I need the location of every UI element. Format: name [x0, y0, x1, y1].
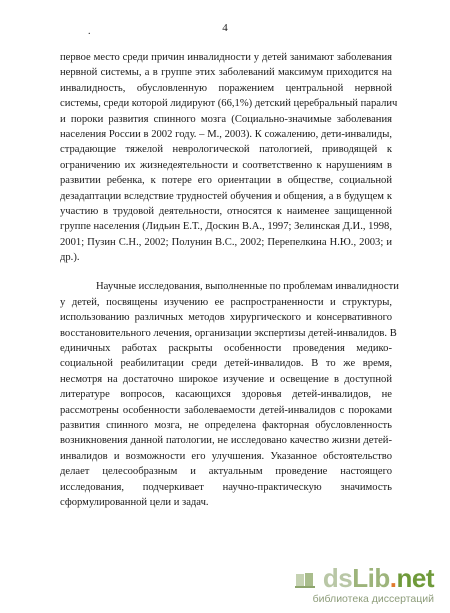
- text-line: др.).: [60, 252, 80, 264]
- text-line: системы, среди которой лидируют (66,1%) детский церебральный паралич: [60, 98, 398, 110]
- text-line: ограничению их жизнедеятельности и соответственно к нарушениям в: [60, 159, 392, 171]
- text-line: развития спинного мозга, не определена факторная обусловленность: [60, 419, 392, 431]
- watermark-tagline: библиотека диссертаций: [312, 593, 434, 605]
- text-line: группе населения (Лидьин Е.Т., Доскин В.А., 1997; Зелинская Д.И., 1998,: [60, 221, 392, 233]
- text-line: возникновения данной патологии, не исследовано качество жизни детей-: [60, 435, 392, 447]
- text-line: рассмотрены особенности заболеваемости детей-инвалидов с пороками: [60, 404, 392, 416]
- logo-net: net: [396, 563, 434, 593]
- dslib-logo: [323, 563, 434, 594]
- text-line: социальной реабилитации среди детей-инвалидов. В то же время,: [60, 358, 392, 370]
- text-line: делает целесообразным и актуальным проведение настоящего: [60, 466, 392, 478]
- book-stack-icon: [294, 571, 316, 589]
- text-line: участию в трудовой деятельности, относятся к наименее защищенной: [60, 205, 392, 217]
- logo-ds: ds: [322, 563, 353, 593]
- text-line: литературе вопросов, касающихся здоровья детей-инвалидов, не: [60, 389, 392, 401]
- text-line: инвалидов и возможности его улучшения. Указанное обстоятельство: [60, 450, 392, 462]
- header-dot: .: [88, 26, 91, 37]
- text-line: у детей, посвящены изучению ее распространенности и структуры,: [60, 296, 392, 308]
- logo-dot: .: [389, 563, 397, 593]
- text-line: несмотря на достаточно широкое изучение и освещение в доступной: [60, 373, 392, 385]
- body-text: [60, 50, 399, 510]
- logo-lib: Lib: [352, 563, 390, 593]
- text-line: нервной системы, а в группе этих заболеваний максимум приходится на: [60, 67, 392, 79]
- text-line: использованию различных методов хирургического и консервативного: [60, 312, 392, 324]
- text-line: страдающие тяжелой неврологической патологией, приводящей к: [60, 144, 392, 156]
- text-line: и пороки развития спинного мозга (Социально-значимые заболевания: [60, 113, 392, 125]
- text-line: первое место среди причин инвалидности у детей занимают заболевания: [60, 52, 392, 63]
- text-line: инвалидность, обусловленную поражением центральной нервной: [60, 82, 392, 94]
- page-number: 4: [222, 22, 228, 34]
- paragraph-gap: [60, 265, 392, 279]
- text-line: дезадаптации вследствие трудностей обучения и общения, а в будущем к: [60, 190, 392, 202]
- text-line: единичных работах раскрыты особенности проведения медико-: [60, 343, 392, 355]
- text-line: сформулированной цели и задач.: [60, 496, 209, 508]
- text-line: населения России в 2002 году. – М., 2003). К сожалению, дети-инвалиды,: [60, 128, 392, 140]
- text-line: развитии ребенка, к потере его ориентации в обществе, социальной: [60, 175, 392, 187]
- text-line: 2001; Пузин С.Н., 2002; Полунин В.С., 2002; Перепелкина Н.Ю., 2003; и: [60, 236, 392, 248]
- text-line: Научные исследования, выполненные по проблемам инвалидности: [96, 281, 399, 293]
- text-line: восстановительного лечения, организации экспертизы детей-инвалидов. В: [60, 327, 397, 339]
- dslib-watermark: [290, 563, 440, 607]
- text-line: исследования, подчеркивает научно-практическую значимость: [60, 481, 392, 493]
